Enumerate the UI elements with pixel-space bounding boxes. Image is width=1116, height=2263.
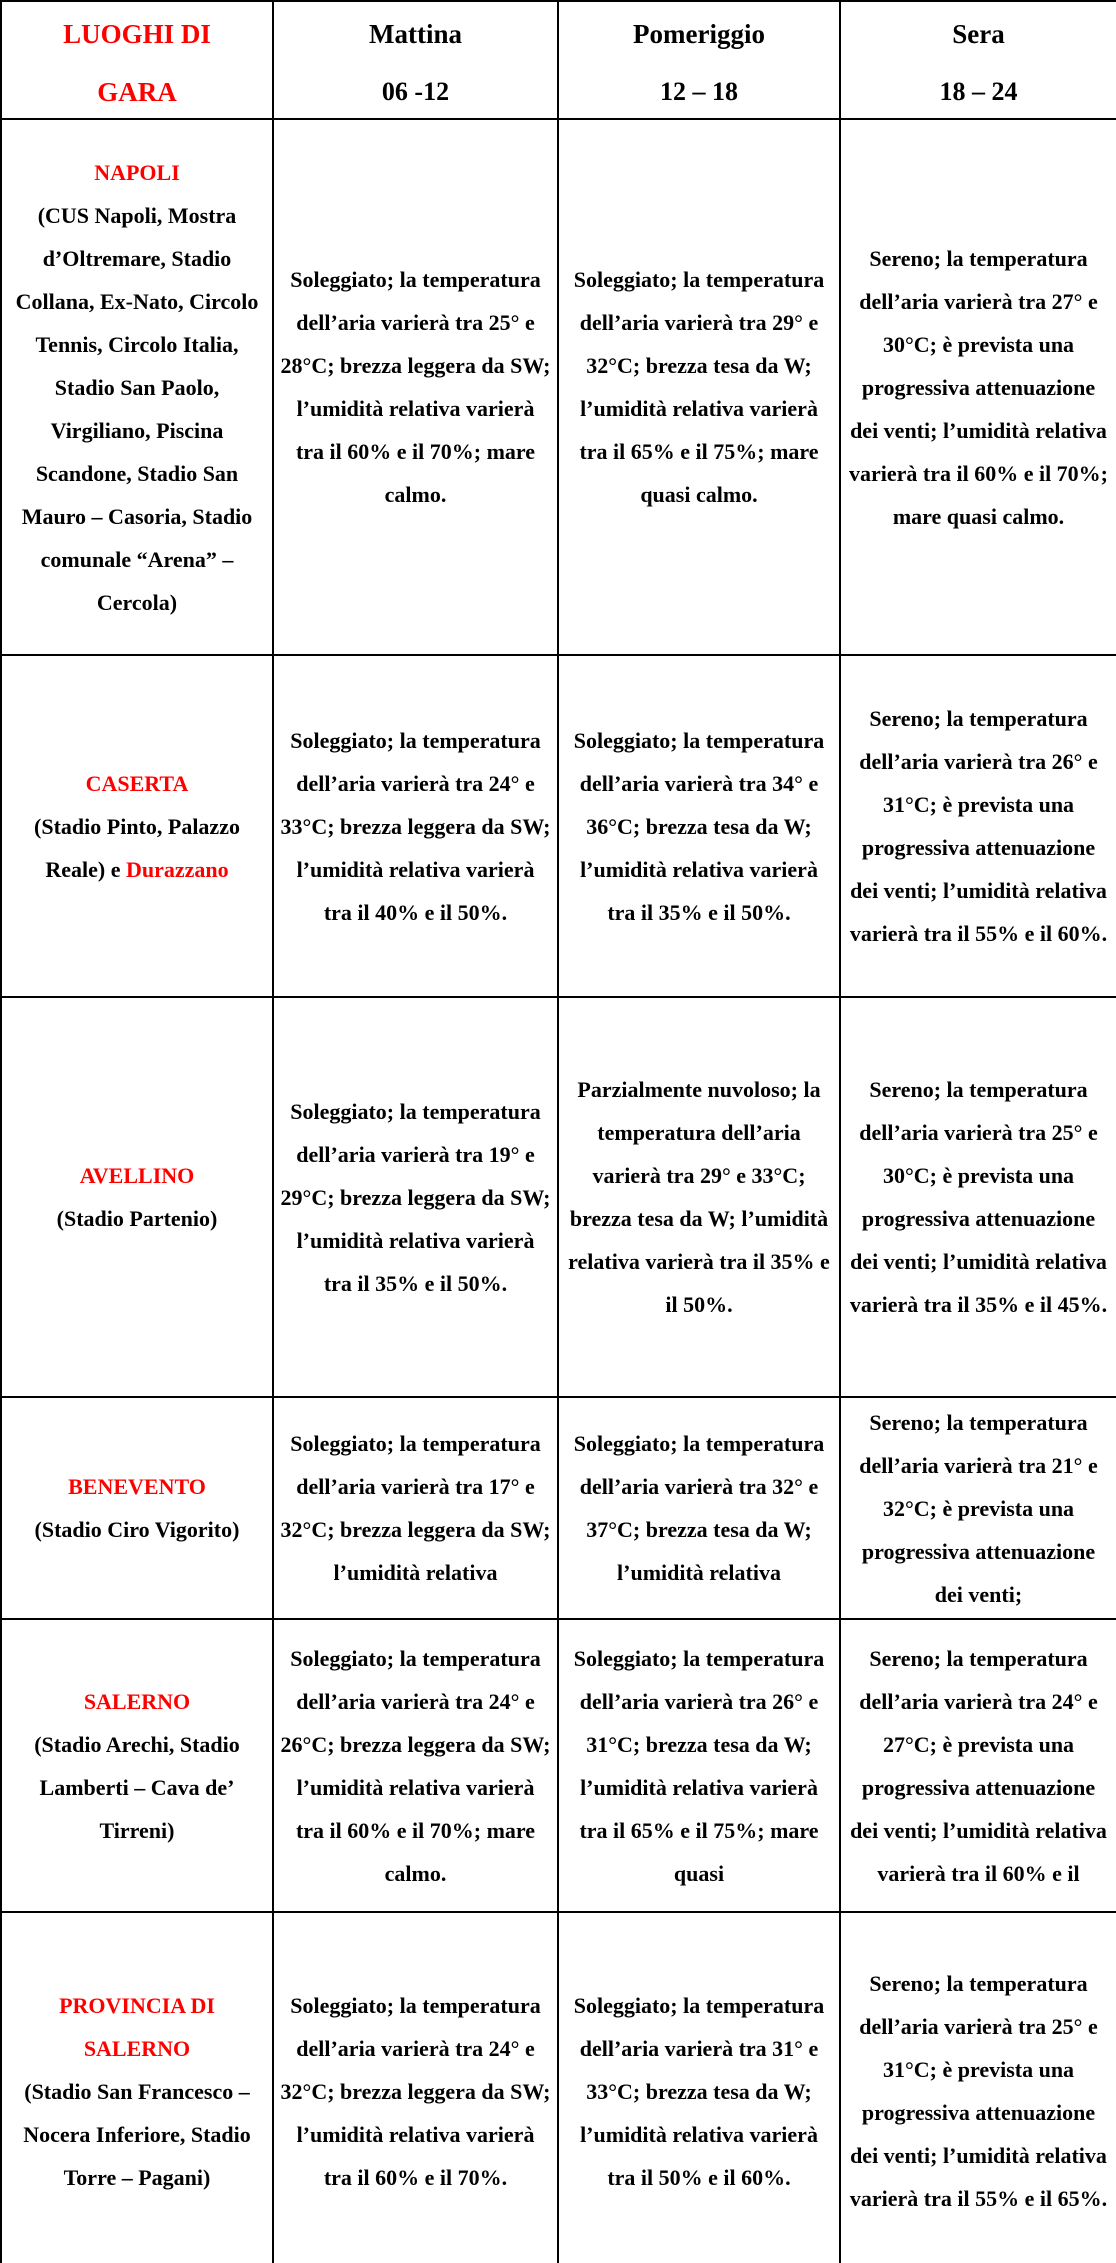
forecast-provincia-pomeriggio: Soleggiato; la temperatura dell’aria varierà tra 31° e 33°C; brezza tesa da W; l’umidità relativa varierà tra il 50% e il 60%. bbox=[558, 1912, 840, 2263]
header-cell-mattina bbox=[273, 1, 558, 119]
location-cell-benevento bbox=[1, 1397, 273, 1619]
header-cell-sera bbox=[840, 1, 1116, 119]
forecast-caserta-sera: Sereno; la temperatura dell’aria varierà tra 26° e 31°C; è prevista una progressiva attenuazione dei venti; l’umidità relativa varierà tra il 55% e il 60%. bbox=[840, 655, 1116, 997]
venues-text-red: Durazzano bbox=[125, 856, 229, 882]
forecast-caserta-mattina: Soleggiato; la temperatura dell’aria varierà tra 24° e 33°C; brezza leggera da SW; l’umidità relativa varierà tra il 40% e il 50%. bbox=[273, 655, 558, 997]
city-name: PROVINCIA DI SALERNO bbox=[59, 1992, 215, 2061]
header-mattina-label: Mattina bbox=[369, 19, 462, 49]
header-places-line2: GARA bbox=[97, 77, 177, 107]
location-cell-avellino bbox=[1, 997, 273, 1397]
table-row-caserta bbox=[1, 655, 1116, 997]
venues-text: (Stadio Arechi, Stadio Lamberti – Cava de’ Tirreni) bbox=[34, 1731, 240, 1843]
location-cell-salerno bbox=[1, 1619, 273, 1912]
header-sera-label: Sera bbox=[952, 19, 1005, 49]
header-mattina-hours: 06 -12 bbox=[381, 77, 450, 106]
city-name: CASERTA bbox=[85, 770, 189, 796]
forecast-provincia-sera: Sereno; la temperatura dell’aria varierà tra 25° e 31°C; è prevista una progressiva attenuazione dei venti; l’umidità relativa varierà tra il 55% e il 65%. bbox=[840, 1912, 1116, 2263]
forecast-napoli-pomeriggio: Soleggiato; la temperatura dell’aria varierà tra 29° e 32°C; brezza tesa da W; l’umidità relativa varierà tra il 65% e il 75%; mare quasi calmo. bbox=[558, 119, 840, 655]
forecast-salerno-pomeriggio: Soleggiato; la temperatura dell’aria varierà tra 26° e 31°C; brezza tesa da W; l’umidità relativa varierà tra il 65% e il 75%; mare quasi bbox=[558, 1619, 840, 1912]
header-sera-hours: 18 – 24 bbox=[939, 77, 1018, 106]
header-places-line1: LUOGHI DI bbox=[63, 19, 211, 49]
city-name: NAPOLI bbox=[94, 159, 180, 185]
venues-text: (Stadio San Francesco – Nocera Inferiore, Stadio Torre – Pagani) bbox=[23, 2078, 251, 2190]
table-row-salerno bbox=[1, 1619, 1116, 1912]
forecast-provincia-mattina: Soleggiato; la temperatura dell’aria varierà tra 24° e 32°C; brezza leggera da SW; l’umidità relativa varierà tra il 60% e il 70%. bbox=[273, 1912, 558, 2263]
forecast-avellino-sera: Sereno; la temperatura dell’aria varierà tra 25° e 30°C; è prevista una progressiva attenuazione dei venti; l’umidità relativa varierà tra il 35% e il 45%. bbox=[840, 997, 1116, 1397]
venues-text: (Stadio Partenio) bbox=[56, 1206, 218, 1231]
header-pomeriggio-hours: 12 – 18 bbox=[660, 77, 738, 106]
forecast-napoli-sera: Sereno; la temperatura dell’aria varierà tra 27° e 30°C; è prevista una progressiva attenuazione dei venti; l’umidità relativa varierà tra il 60% e il 70%; mare quasi calmo. bbox=[840, 119, 1116, 655]
forecast-avellino-pomeriggio: Parzialmente nuvoloso; la temperatura dell’aria varierà tra 29° e 33°C; brezza tesa da W; l’umidità relativa varierà tra il 35% e il 50%. bbox=[558, 997, 840, 1397]
forecast-benevento-sera: Sereno; la temperatura dell’aria varierà tra 21° e 32°C; è prevista una progressiva attenuazione dei venti; bbox=[840, 1397, 1116, 1619]
table-row-napoli bbox=[1, 119, 1116, 655]
header-cell-luoghi bbox=[1, 1, 273, 119]
venues-text: (CUS Napoli, Mostra d’Oltremare, Stadio Collana, Ex-Nato, Circolo Tennis, Circolo Italia, Stadio San Paolo, Virgiliano, Piscina Scandone, Stadio San Mauro – Casoria, Stadio comunale “Arena” – Cercola) bbox=[15, 202, 259, 615]
table-header-row bbox=[1, 1, 1116, 119]
city-name: BENEVENTO bbox=[68, 1474, 206, 1499]
header-places-title bbox=[8, 8, 266, 118]
header-cell-pomeriggio bbox=[558, 1, 840, 119]
table-row-benevento bbox=[1, 1397, 1116, 1619]
forecast-salerno-sera: Sereno; la temperatura dell’aria varierà tra 24° e 27°C; è prevista una progressiva attenuazione dei venti; l’umidità relativa varierà tra il 60% e il bbox=[840, 1619, 1116, 1912]
venues-text: (Stadio Pinto, Palazzo Reale) e bbox=[34, 813, 240, 882]
header-pomeriggio-label: Pomeriggio bbox=[633, 19, 765, 49]
forecast-avellino-mattina: Soleggiato; la temperatura dell’aria varierà tra 19° e 29°C; brezza leggera da SW; l’umidità relativa varierà tra il 35% e il 50%. bbox=[273, 997, 558, 1397]
forecast-benevento-mattina: Soleggiato; la temperatura dell’aria varierà tra 17° e 32°C; brezza leggera da SW; l’umidità relativa bbox=[273, 1397, 558, 1619]
city-name: SALERNO bbox=[83, 1688, 191, 1714]
table-row-provincia-di-salerno bbox=[1, 1912, 1116, 2263]
forecast-salerno-mattina: Soleggiato; la temperatura dell’aria varierà tra 24° e 26°C; brezza leggera da SW; l’umidità relativa varierà tra il 60% e il 70%; mare calmo. bbox=[273, 1619, 558, 1912]
location-cell-provincia-di-salerno bbox=[1, 1912, 273, 2263]
city-name: AVELLINO bbox=[79, 1163, 195, 1188]
venues-text: (Stadio Ciro Vigorito) bbox=[34, 1517, 240, 1542]
table-row-avellino bbox=[1, 997, 1116, 1397]
location-cell-napoli bbox=[1, 119, 273, 655]
forecast-benevento-pomeriggio: Soleggiato; la temperatura dell’aria varierà tra 32° e 37°C; brezza tesa da W; l’umidità relativa bbox=[558, 1397, 840, 1619]
forecast-napoli-mattina: Soleggiato; la temperatura dell’aria varierà tra 25° e 28°C; brezza leggera da SW; l’umidità relativa varierà tra il 60% e il 70%; mare calmo. bbox=[273, 119, 558, 655]
forecast-caserta-pomeriggio: Soleggiato; la temperatura dell’aria varierà tra 34° e 36°C; brezza tesa da W; l’umidità relativa varierà tra il 35% e il 50%. bbox=[558, 655, 840, 997]
location-cell-caserta bbox=[1, 655, 273, 997]
